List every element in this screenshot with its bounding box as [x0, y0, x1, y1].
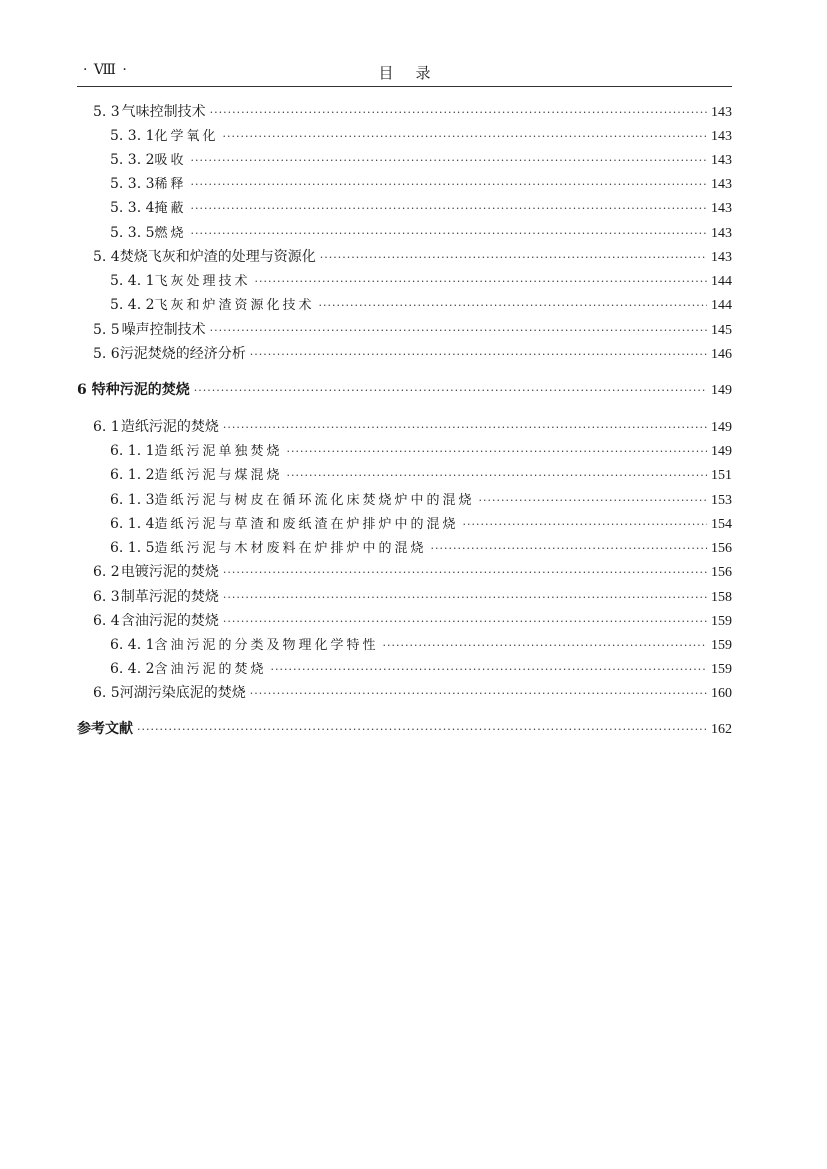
- toc-leader-dots: [287, 465, 707, 487]
- toc-entry-number: 5. 4: [93, 249, 120, 265]
- toc-entry-page: 160: [711, 686, 732, 701]
- toc-leader-dots: [479, 490, 707, 512]
- toc-entry-number: 6. 2: [93, 564, 120, 580]
- toc-entry-number: 6. 3: [93, 589, 120, 605]
- toc-entry-title: 含油污泥的分类及物理化学特性: [154, 638, 379, 653]
- toc-leader-dots: [191, 150, 707, 172]
- toc-entry[interactable]: [110, 489, 732, 511]
- toc-entry-number: 5. 3. 2: [110, 152, 155, 168]
- toc-leader-dots: [191, 198, 707, 220]
- toc-entry[interactable]: [110, 294, 732, 316]
- toc-entry[interactable]: [93, 246, 732, 268]
- toc-entry-page: 158: [711, 590, 732, 605]
- toc-leader-dots: [250, 344, 707, 366]
- toc-entry-page: 146: [711, 347, 732, 362]
- toc-leader-dots: [210, 102, 707, 124]
- toc-entry-title: 气味控制技术: [121, 104, 206, 120]
- toc-entry[interactable]: [93, 610, 732, 632]
- toc-leader-dots: [319, 295, 707, 317]
- toc-entry-number: 5. 4. 1: [110, 273, 155, 289]
- toc-entry-number: 6. 5: [93, 685, 120, 701]
- toc-entry[interactable]: [110, 658, 732, 680]
- toc-entry[interactable]: [110, 222, 732, 244]
- toc-entry-title: 电镀污泥的焚烧: [120, 564, 219, 580]
- toc-leader-dots: [383, 635, 707, 657]
- toc-entry-page: 159: [711, 662, 732, 677]
- toc-entry[interactable]: [93, 319, 732, 341]
- toc-entry[interactable]: [110, 440, 732, 462]
- toc-entry-number: 6. 4. 2: [110, 661, 155, 677]
- toc-leader-dots: [287, 441, 707, 463]
- toc-entry-title: 污泥焚烧的经济分析: [119, 346, 246, 362]
- toc-leader-dots: [137, 719, 707, 741]
- toc-entry-page: 154: [711, 517, 732, 532]
- toc-leader-dots: [191, 223, 707, 245]
- toc-entry-page: 143: [711, 201, 732, 216]
- header-page-number: · Ⅷ ·: [83, 62, 128, 78]
- toc-references-entry[interactable]: [77, 718, 732, 740]
- toc-leader-dots: [255, 271, 707, 293]
- toc-entry-page: 156: [711, 541, 732, 556]
- toc-entry[interactable]: [110, 464, 732, 486]
- toc-leader-dots: [463, 514, 707, 536]
- toc-chapter-entry[interactable]: [77, 379, 732, 401]
- toc-entry-page: 159: [711, 638, 732, 653]
- toc-entry-title: 飞灰和炉渣资源化技术: [154, 298, 315, 313]
- toc-entry[interactable]: [110, 634, 732, 656]
- toc-entry[interactable]: [93, 586, 732, 608]
- toc-entry-number: 5. 3. 3: [110, 176, 155, 192]
- toc-entry-page: 143: [711, 177, 732, 192]
- toc-entry-number: 6. 4. 1: [110, 637, 155, 653]
- toc-entry-title: 造纸污泥与煤混烧: [154, 468, 283, 483]
- toc-entry-number: 5. 3. 4: [110, 200, 155, 216]
- toc-entry-page: 143: [711, 105, 732, 120]
- toc-entry[interactable]: [110, 270, 732, 292]
- toc-entry-number: 5. 4. 2: [110, 297, 155, 313]
- toc-entry[interactable]: [93, 416, 732, 438]
- toc-leader-dots: [431, 538, 707, 560]
- toc-entry-page: 144: [711, 274, 732, 289]
- toc-leader-dots: [271, 659, 707, 681]
- toc-entry-title: 造纸污泥与树皮在循环流化床焚烧炉中的混烧: [154, 493, 475, 508]
- toc-entry-number: 5. 6: [93, 346, 120, 362]
- toc-entry-title: 噪声控制技术: [121, 322, 206, 338]
- toc-entry-page: 143: [711, 250, 732, 265]
- toc-leader-dots: [223, 417, 707, 439]
- toc-entry-title: 含油污泥的焚烧: [154, 662, 267, 677]
- header-title: 目录: [378, 64, 453, 82]
- toc-entry-title: 化学氧化: [154, 129, 219, 144]
- toc-entry-number: 6. 1. 4: [110, 516, 155, 532]
- toc-entry-number: 6. 1. 5: [110, 540, 155, 556]
- toc-entry-title: 飞灰处理技术: [154, 274, 251, 289]
- toc-entry-page: 143: [711, 129, 732, 144]
- toc-leader-dots: [194, 380, 707, 402]
- toc-entry[interactable]: [93, 561, 732, 583]
- toc-entry-page: 149: [711, 420, 732, 435]
- toc-leader-dots: [191, 174, 707, 196]
- toc-entry-number: 6. 4: [93, 613, 120, 629]
- toc-entry-number: 6. 1. 3: [110, 492, 155, 508]
- toc-entry-title: 造纸污泥与草渣和废纸渣在炉排炉中的混烧: [154, 517, 459, 532]
- toc-entry-page: 151: [711, 468, 732, 483]
- toc-entry-number: 5. 3. 5: [110, 225, 155, 241]
- toc-leader-dots: [250, 683, 707, 705]
- toc-entry-title: 参考文献: [77, 721, 133, 737]
- toc-entry-title: 特种污泥的焚烧: [91, 382, 190, 398]
- toc-entry-title: 造纸污泥与木材废料在炉排炉中的混烧: [154, 541, 427, 556]
- toc-leader-dots: [223, 587, 707, 609]
- toc-entry-page: 159: [711, 614, 732, 629]
- toc-entry[interactable]: [93, 101, 732, 123]
- toc-entry-page: 144: [711, 298, 732, 313]
- toc-entry[interactable]: [93, 682, 732, 704]
- toc-entry-number: 6. 1: [93, 419, 120, 435]
- toc-leader-dots: [223, 611, 707, 633]
- toc-entry-title: 造纸污泥单独焚烧: [154, 444, 283, 459]
- toc-entry[interactable]: [110, 173, 732, 195]
- toc-entry-number: 6. 1. 1: [110, 443, 155, 459]
- toc-entry[interactable]: [110, 197, 732, 219]
- toc-entry[interactable]: [110, 537, 732, 559]
- toc-entry-title: 焚烧飞灰和炉渣的处理与资源化: [119, 249, 316, 265]
- toc-entry[interactable]: [110, 513, 732, 535]
- toc-entry-number: 6. 1. 2: [110, 467, 155, 483]
- toc-leader-dots: [223, 126, 707, 148]
- toc-entry[interactable]: [110, 149, 732, 171]
- toc-entry-title: 吸收: [154, 153, 187, 168]
- toc-entry-page: 143: [711, 226, 732, 241]
- toc-leader-dots: [320, 247, 707, 269]
- toc-entry-page: 162: [711, 722, 732, 737]
- toc-entry-page: 143: [711, 153, 732, 168]
- toc-leader-dots: [223, 562, 707, 584]
- toc-entry-title: 掩蔽: [154, 201, 187, 216]
- toc-entry-title: 稀释: [154, 177, 187, 192]
- toc-entry-title: 河湖污染底泥的焚烧: [119, 685, 246, 701]
- toc-entry-title: 含油污泥的焚烧: [120, 613, 219, 629]
- page-header: [77, 58, 732, 87]
- toc-entry-number: 5. 3: [93, 104, 120, 120]
- toc-entry-title: 造纸污泥的焚烧: [120, 419, 219, 435]
- toc-entry[interactable]: [93, 343, 732, 365]
- toc-entry-title: 制革污泥的焚烧: [120, 589, 219, 605]
- toc-entry-number: 5. 5: [93, 322, 120, 338]
- toc-entry[interactable]: [110, 125, 732, 147]
- toc-entry-title: 燃烧: [154, 226, 187, 241]
- toc-entry-page: 145: [711, 323, 732, 338]
- toc-leader-dots: [210, 320, 707, 342]
- toc-entry-page: 149: [711, 383, 732, 398]
- toc-entry-number: 5. 3. 1: [110, 128, 155, 144]
- toc-entry-number: 6: [77, 382, 87, 398]
- toc-entry-page: 156: [711, 565, 732, 580]
- toc-entry-page: 153: [711, 493, 732, 508]
- toc-entry-page: 149: [711, 444, 732, 459]
